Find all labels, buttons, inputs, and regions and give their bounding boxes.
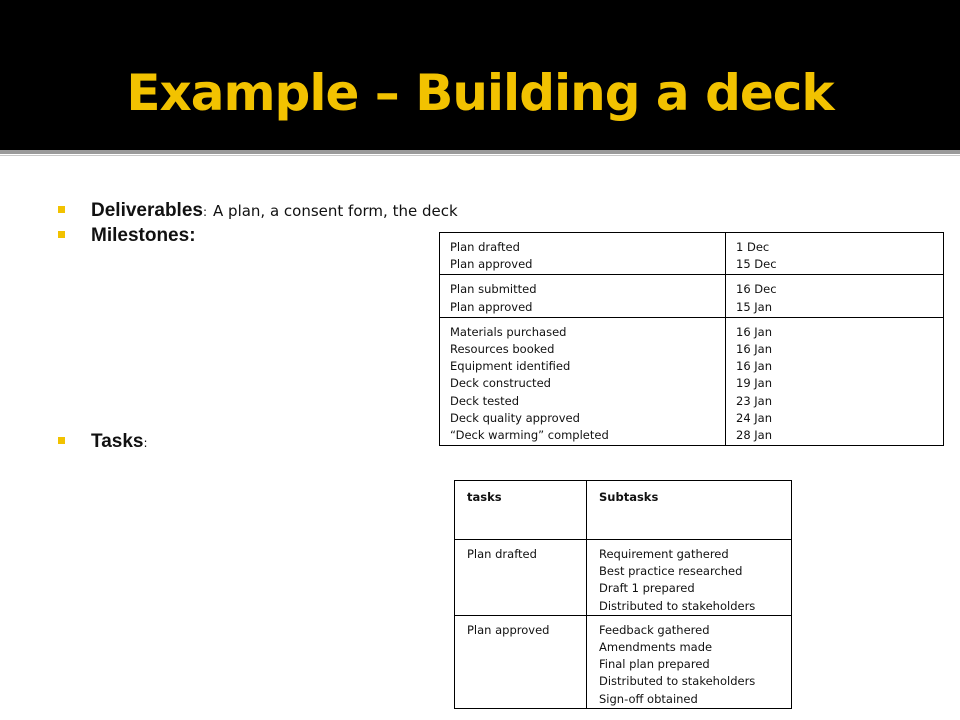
table-row xyxy=(455,540,792,616)
milestone-items: Plan drafted Plan approved xyxy=(450,240,533,272)
milestone-items-cell xyxy=(440,233,726,275)
task-name: Plan drafted xyxy=(467,547,537,561)
milestones-term: Milestones: xyxy=(91,225,196,246)
task-name: Plan approved xyxy=(467,622,550,637)
table-row xyxy=(440,317,944,445)
bullet-square-icon xyxy=(58,206,65,213)
milestone-dates: 16 Dec 15 Jan xyxy=(736,282,777,314)
deliverables-text: A plan, a consent form, the deck xyxy=(213,202,458,220)
tasks-colon: : xyxy=(143,436,148,450)
milestone-items-cell xyxy=(440,317,726,445)
table-header-row xyxy=(455,481,792,540)
column-header-subtasks xyxy=(587,481,792,540)
bullet-square-icon xyxy=(58,437,65,444)
bullet-square-icon xyxy=(58,231,65,238)
subtasks-cell xyxy=(587,540,792,616)
column-header-tasks xyxy=(455,481,587,540)
subtask-list: Feedback gathered Amendments made Final plan prepared Distributed to stakeholders Sign-off obtained xyxy=(599,622,756,706)
deliverables-colon: : xyxy=(202,205,208,219)
header-subtasks-label: Subtasks xyxy=(599,490,659,504)
milestone-items: Plan submitted Plan approved xyxy=(450,282,537,314)
task-cell xyxy=(455,615,587,708)
table-row xyxy=(440,233,944,275)
subtasks-cell xyxy=(587,615,792,708)
milestone-items: Materials purchased Resources booked Equipment identified Deck constructed Deck tested Deck quality approved “Deck warming” completed xyxy=(450,324,609,443)
header-tasks-label: tasks xyxy=(467,490,502,504)
bullet-tasks xyxy=(58,431,148,453)
milestones-table xyxy=(439,232,944,446)
milestone-dates: 16 Jan 16 Jan 16 Jan 19 Jan 23 Jan 24 Jan 28 Jan xyxy=(736,324,773,443)
slide-title: Example – Building a deck xyxy=(126,64,834,122)
milestone-dates-cell xyxy=(726,275,944,317)
milestone-dates-cell xyxy=(726,317,944,445)
deliverables-term: Deliverables xyxy=(91,200,203,221)
title-divider xyxy=(0,150,960,154)
subtask-list: Requirement gathered Best practice researched Draft 1 prepared Distributed to stakeholders xyxy=(599,547,756,613)
milestone-items-cell xyxy=(440,275,726,317)
milestone-dates-cell xyxy=(726,233,944,275)
title-divider-thin xyxy=(0,155,960,156)
tasks-term: Tasks xyxy=(91,431,144,452)
tasks-table xyxy=(454,480,792,709)
bullet-milestones xyxy=(58,225,196,247)
table-row xyxy=(440,275,944,317)
milestone-dates: 1 Dec 15 Dec xyxy=(736,240,777,272)
bullet-deliverables xyxy=(58,200,458,222)
table-row xyxy=(455,615,792,708)
task-cell xyxy=(455,540,587,616)
